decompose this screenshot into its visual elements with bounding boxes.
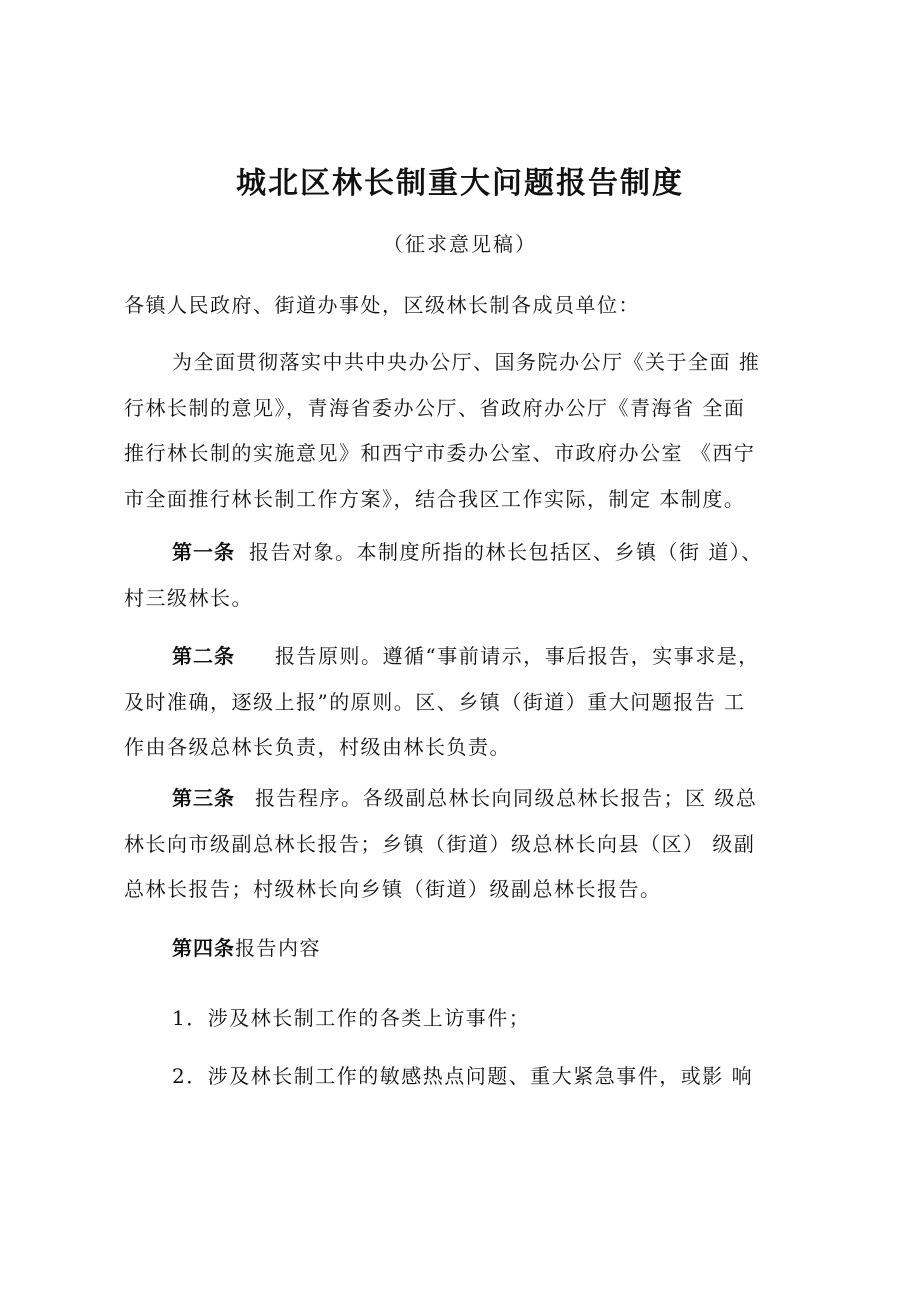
paragraph-line: [124, 634, 814, 680]
paragraph-line: 作由各级总林长负责，村级由林长负责。: [124, 735, 511, 759]
article-3: [124, 776, 814, 913]
article-text: 报告原则。遵循“事前请示，事后报告，实事求是，: [275, 644, 760, 668]
document-subtitle: （征求意见稿）: [383, 232, 537, 256]
paragraph-line: 林长向市级副总林长报告；乡镇（街道）级总林长向县（区） 级副: [124, 831, 756, 856]
paragraph-line: 总林长报告；村级林长向乡镇（街道）级副总林长报告。: [124, 877, 662, 901]
list-item-1: [124, 996, 814, 1042]
list-item-2: [124, 1054, 814, 1100]
article-heading: 第三条: [172, 786, 235, 810]
paragraph-line: 行林长制的意见》，青海省委办公厅、省政府办公厅《青海省 全面: [124, 395, 746, 420]
article-heading: 第四条: [172, 936, 235, 960]
paragraph-line: [124, 926, 814, 972]
article-1: [124, 530, 814, 621]
article-text: 报告程序。各级副总林长向同级总林长报告；区 级总: [255, 786, 758, 810]
paragraph-line: 市全面推行林长制工作方案》，结合我区工作实际，制定 本制度。: [124, 486, 746, 511]
list-item: 2．涉及林长制工作的敏感热点问题、重大紧急事件，或影 响: [172, 1064, 754, 1088]
paragraph-line: 村三级林长。: [124, 585, 253, 610]
paragraph-line: [124, 776, 814, 822]
article-text: 报告内容: [235, 936, 321, 960]
article-text: 报告对象。本制度所指的林长包括区、乡镇（街 道）、: [249, 540, 763, 564]
paragraph-line: [124, 530, 814, 576]
paragraph-line: 推行林长制的实施意见》和西宁市委办公室、市政府办公室 《西宁: [124, 441, 756, 465]
list-item: 1．涉及林长制工作的各类上访事件；: [172, 1006, 531, 1030]
salutation: 各镇人民政府、街道办事处，区级林长制各成员单位：: [124, 293, 640, 317]
paragraph-line: 及时准确，逐级上报”的原则。区、乡镇（街道）重大问题报告 工: [124, 689, 746, 714]
article-heading: 第二条: [172, 644, 235, 668]
paragraph-line: 为全面贯彻落实中共中央办公厅、国务院办公厅《关于全面 推: [172, 350, 761, 374]
article-2: [124, 634, 814, 771]
intro-paragraph: [124, 340, 814, 522]
article-heading: 第一条: [172, 540, 235, 564]
article-4: [124, 926, 814, 972]
document-title: 城北区林长制重大问题报告制度: [236, 166, 684, 201]
